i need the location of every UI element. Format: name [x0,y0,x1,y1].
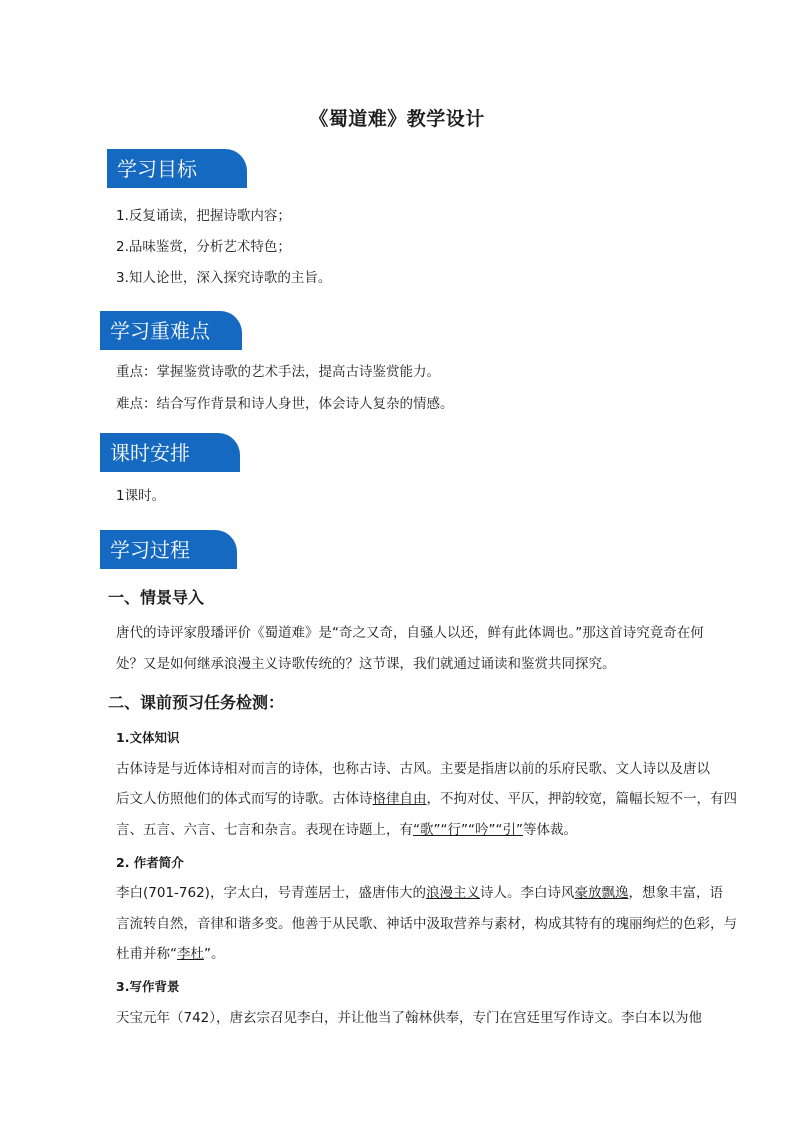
genre-underlined-forms: “歌”“行”“吟”“引” [413,822,523,838]
section-banner-label: 学习目标 [117,157,197,181]
author-underlined-romanticism: 浪漫主义 [425,885,480,901]
genre-line-2-b: ，不拘对仗、平仄，押韵较宽，篇幅长短不一，有四 [426,791,737,807]
section-banner-learning-goals [107,149,247,186]
background-heading: 3.写作背景 [116,979,180,994]
section-banner-label: 课时安排 [110,441,190,465]
genre-line-3-a: 言、五言、六言、七言和杂言。表现在诗题上，有 [116,822,413,838]
goal-item-3: 3.知人论世，深入探究诗歌的主旨。 [116,270,332,286]
part2-heading: 二、课前预习任务检测： [108,693,285,712]
key-point-text: 重点：掌握鉴赏诗歌的艺术手法，提高古诗鉴赏能力。 [116,364,440,380]
goal-item-1: 1.反复诵读，把握诗歌内容； [116,208,291,224]
goal-item-2: 2.品味鉴赏，分析艺术特色； [116,239,291,255]
author-line-2: 言流转自然，音律和谐多变。他善于从民歌、神话中汲取营养与素材，构成其特有的瑰丽绚烂的色彩，与 [116,916,737,932]
difficult-point-text: 难点：结合写作背景和诗人身世，体会诗人复杂的情感。 [116,396,454,412]
schedule-text: 1课时。 [116,488,166,504]
author-line-3-b: ”。 [204,946,225,962]
genre-line-1: 古体诗是与近体诗相对而言的诗体，也称古诗、古风。主要是指唐以前的乐府民歌、文人诗以及唐以 [116,761,710,777]
genre-knowledge-heading: 1.文体知识 [116,730,180,745]
genre-line-2 [116,789,737,809]
genre-underlined-term: 格律自由 [372,791,427,807]
section-banner-key-difficult [100,311,242,348]
section-banner-label: 学习过程 [110,538,190,562]
author-intro-heading: 2. 作者简介 [116,855,184,870]
section-banner-schedule [100,433,240,470]
author-line-1-c: ，想象丰富，语 [628,885,723,901]
author-underlined-style: 豪放飘逸 [574,885,629,901]
intro-paragraph-line-2: 处？又是如何继承浪漫主义诗歌传统的？这节课，我们就通过诵读和鉴赏共同探究。 [116,656,616,672]
document-title: 《蜀道难》教学设计 [309,108,485,130]
intro-paragraph-line-1: 唐代的诗评家殷璠评价《蜀道难》是“奇之又奇，自骚人以还，鲜有此体调也。”那这首诗究竟奇在何 [116,625,704,641]
author-underlined-libai-dufu: 李杜 [177,946,204,962]
author-line-1 [116,883,723,903]
genre-line-2-a: 后文人仿照他们的体式而写的诗歌。古体诗 [116,791,373,807]
section-banner-label: 学习重难点 [110,319,210,343]
background-line-1: 天宝元年（742），唐玄宗召见李白，并让他当了翰林供奉，专门在宫廷里写作诗文。李白本以为他 [116,1010,703,1026]
author-line-1-a: 李白(701-762)，字太白，号青莲居士，盛唐伟大的 [116,885,426,901]
author-line-3 [116,944,225,964]
section-banner-process [100,530,237,567]
author-line-3-a: 杜甫并称“ [116,946,177,962]
part1-heading: 一、情景导入 [108,588,205,607]
author-line-1-b: 诗人。李白诗风 [479,885,575,901]
genre-line-3 [116,820,577,840]
genre-line-3-b: 等体裁。 [522,822,577,838]
